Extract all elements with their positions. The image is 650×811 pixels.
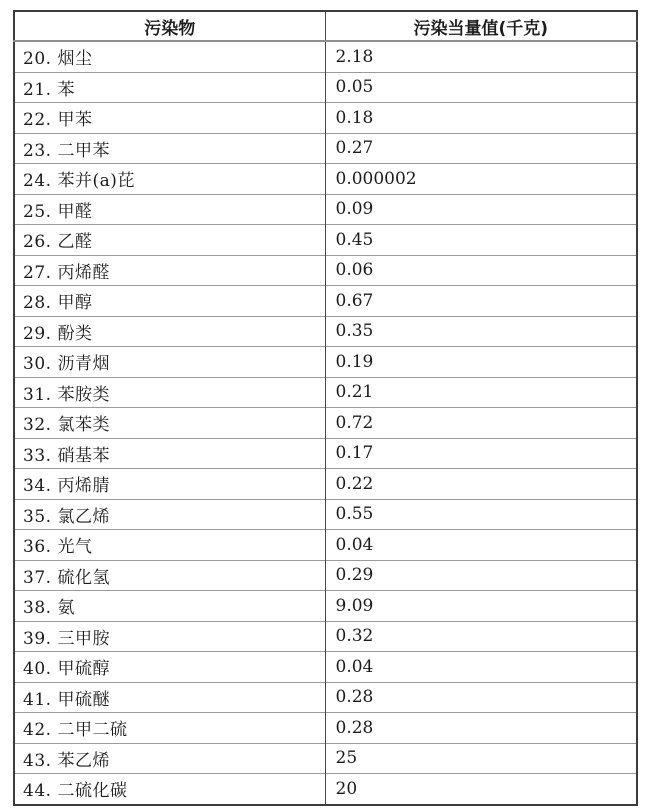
pollutant-cell: 31. 苯胺类: [14, 377, 325, 408]
table-row: [14, 225, 637, 256]
table-row: [14, 743, 637, 774]
value-cell: 0.18: [325, 103, 637, 134]
table-row: [14, 713, 637, 744]
value-cell: 25: [325, 743, 637, 774]
header-equivalent-value: 污染当量值(千克): [325, 11, 637, 41]
value-cell: 0.06: [325, 255, 637, 286]
value-cell: 2.18: [325, 41, 637, 72]
table-row: [14, 438, 637, 469]
value-cell: 0.05: [325, 72, 637, 103]
value-cell: 0.04: [325, 652, 637, 683]
pollutant-cell: 37. 硫化氢: [14, 560, 325, 591]
pollutant-cell: 34. 丙烯腈: [14, 469, 325, 500]
table-row: [14, 560, 637, 591]
table-row: [14, 774, 637, 805]
table-row: [14, 286, 637, 317]
pollutant-cell: 38. 氨: [14, 591, 325, 622]
table-row: [14, 377, 637, 408]
pollutant-cell: 33. 硝基苯: [14, 438, 325, 469]
pollutant-cell: 27. 丙烯醛: [14, 255, 325, 286]
pollutant-equivalent-table: [13, 10, 638, 806]
header-row: [14, 11, 637, 41]
table-row: [14, 347, 637, 378]
pollutant-cell: 25. 甲醛: [14, 194, 325, 225]
table-row: [14, 255, 637, 286]
pollutant-cell: 23. 二甲苯: [14, 133, 325, 164]
pollutant-cell: 42. 二甲二硫: [14, 713, 325, 744]
value-cell: 0.28: [325, 682, 637, 713]
value-cell: 0.19: [325, 347, 637, 378]
pollutant-cell: 26. 乙醛: [14, 225, 325, 256]
value-cell: 0.55: [325, 499, 637, 530]
value-cell: 20: [325, 774, 637, 805]
pollutant-cell: 35. 氯乙烯: [14, 499, 325, 530]
table-row: [14, 316, 637, 347]
table-row: [14, 194, 637, 225]
pollutant-cell: 40. 甲硫醇: [14, 652, 325, 683]
pollutant-cell: 44. 二硫化碳: [14, 774, 325, 805]
pollutant-cell: 32. 氯苯类: [14, 408, 325, 439]
table-row: [14, 41, 637, 72]
value-cell: 0.09: [325, 194, 637, 225]
pollutant-cell: 30. 沥青烟: [14, 347, 325, 378]
table-row: [14, 72, 637, 103]
table-row: [14, 103, 637, 134]
pollutant-cell: 22. 甲苯: [14, 103, 325, 134]
pollutant-cell: 28. 甲醇: [14, 286, 325, 317]
value-cell: 0.22: [325, 469, 637, 500]
table-row: [14, 652, 637, 683]
pollutant-cell: 21. 苯: [14, 72, 325, 103]
value-cell: 0.000002: [325, 164, 637, 195]
header-pollutant: 污染物: [14, 11, 325, 41]
table-row: [14, 499, 637, 530]
pollutant-cell: 24. 苯并(a)芘: [14, 164, 325, 195]
table-row: [14, 530, 637, 561]
table-row: [14, 408, 637, 439]
table-row: [14, 164, 637, 195]
value-cell: 0.35: [325, 316, 637, 347]
value-cell: 0.45: [325, 225, 637, 256]
value-cell: 0.67: [325, 286, 637, 317]
table-row: [14, 591, 637, 622]
value-cell: 0.27: [325, 133, 637, 164]
pollutant-cell: 39. 三甲胺: [14, 621, 325, 652]
table-row: [14, 621, 637, 652]
pollutant-cell: 41. 甲硫醚: [14, 682, 325, 713]
pollutant-cell: 43. 苯乙烯: [14, 743, 325, 774]
value-cell: 0.04: [325, 530, 637, 561]
value-cell: 0.32: [325, 621, 637, 652]
value-cell: 9.09: [325, 591, 637, 622]
value-cell: 0.29: [325, 560, 637, 591]
value-cell: 0.28: [325, 713, 637, 744]
pollutant-cell: 20. 烟尘: [23, 49, 93, 70]
table-row: [14, 682, 637, 713]
value-cell: 0.21: [325, 377, 637, 408]
value-cell: 0.17: [325, 438, 637, 469]
table-row: [14, 133, 637, 164]
table-row: [14, 469, 637, 500]
pollutant-cell: 36. 光气: [14, 530, 325, 561]
value-cell: 0.72: [325, 408, 637, 439]
pollutant-cell: 29. 酚类: [14, 316, 325, 347]
